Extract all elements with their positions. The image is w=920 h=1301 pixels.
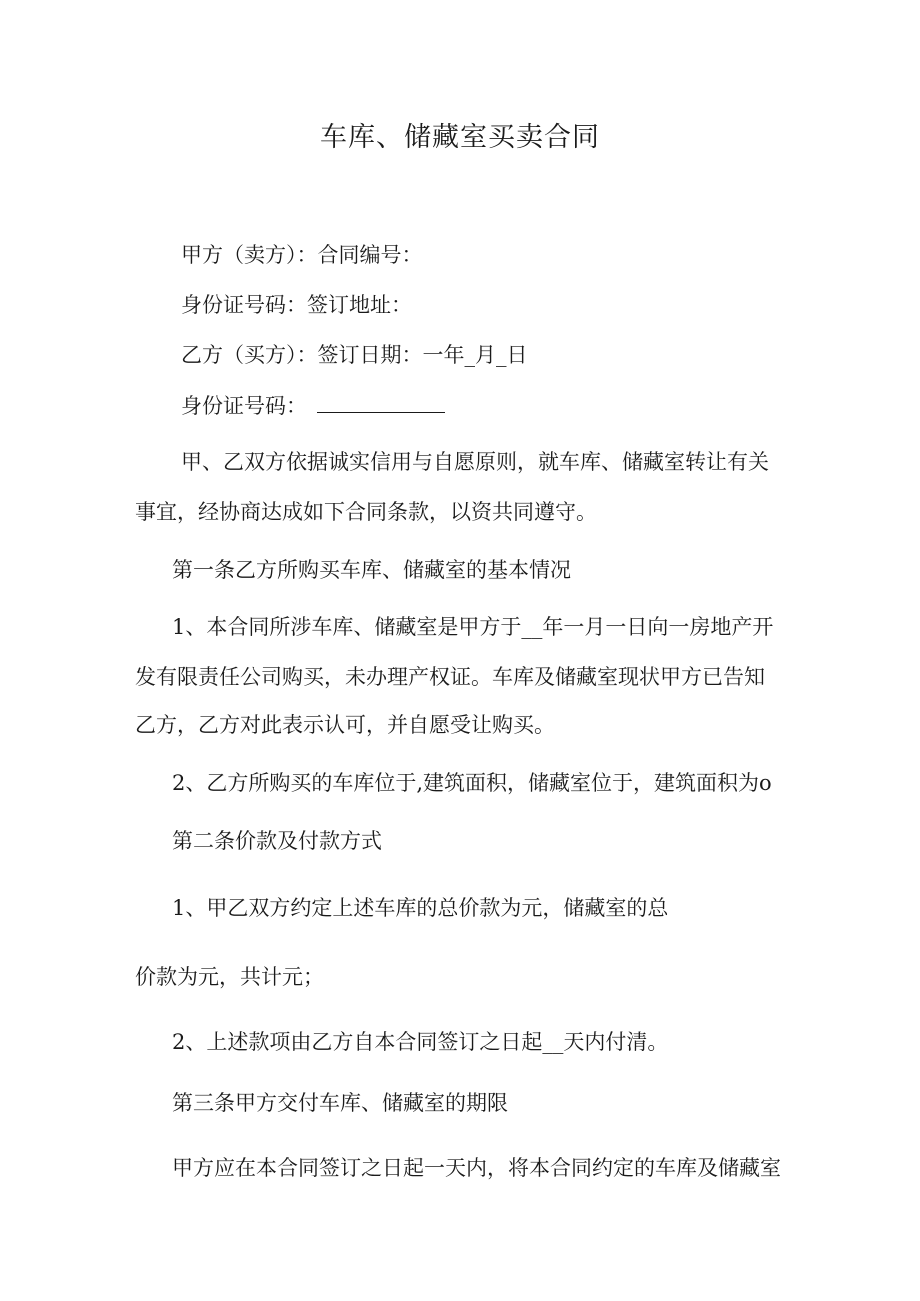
article-1-item-1-line-3: 乙方，乙方对此表示认可，并自愿受让购买。 [135,713,555,737]
party-b-id-line [181,390,445,421]
article-3-heading: 第三条甲方交付车库、储藏室的期限 [172,1091,508,1115]
article-2-item-2: 2、上述款项由乙方自本合同签订之日起__天内付清。 [172,1030,669,1054]
article-2-item-1-line-2: 价款为元，共计元； [135,965,324,989]
page-title: 车库、储藏室买卖合同 [320,122,600,153]
id-number-blank [317,390,445,413]
party-b-line: 乙方（买方）：签订日期：一年_月_日 [181,343,528,367]
article-2-item-1-line-1: 1、甲乙双方约定上述车库的总价款为元，储藏室的总 [172,896,669,920]
party-b-id-label: 身份证号码： [181,394,307,418]
article-3-line-1: 甲方应在本合同签订之日起一天内，将本合同约定的车库及储藏室 [172,1156,781,1180]
article-1-item-2: 2、乙方所购买的车库位于,建筑面积，储藏室位于，建筑面积为o [172,771,772,795]
article-2-heading: 第二条价款及付款方式 [172,829,382,853]
article-1-heading: 第一条乙方所购买车库、储藏室的基本情况 [172,558,571,582]
intro-line-2: 事宜，经协商达成如下合同条款，以资共同遵守。 [135,500,597,524]
article-1-item-1-line-1: 1、本合同所涉车库、储藏室是甲方于__年一月一日向一房地产开 [172,615,774,639]
intro-line-1: 甲、乙双方依据诚实信用与自愿原则，就车库、储藏室转让有关 [181,450,769,474]
party-a-line: 甲方（卖方）：合同编号： [181,243,423,267]
article-1-item-1-line-2: 发有限责任公司购买，未办理产权证。车库及储藏室现状甲方已告知 [135,665,765,689]
party-a-id-line: 身份证号码：签订地址： [181,293,412,317]
